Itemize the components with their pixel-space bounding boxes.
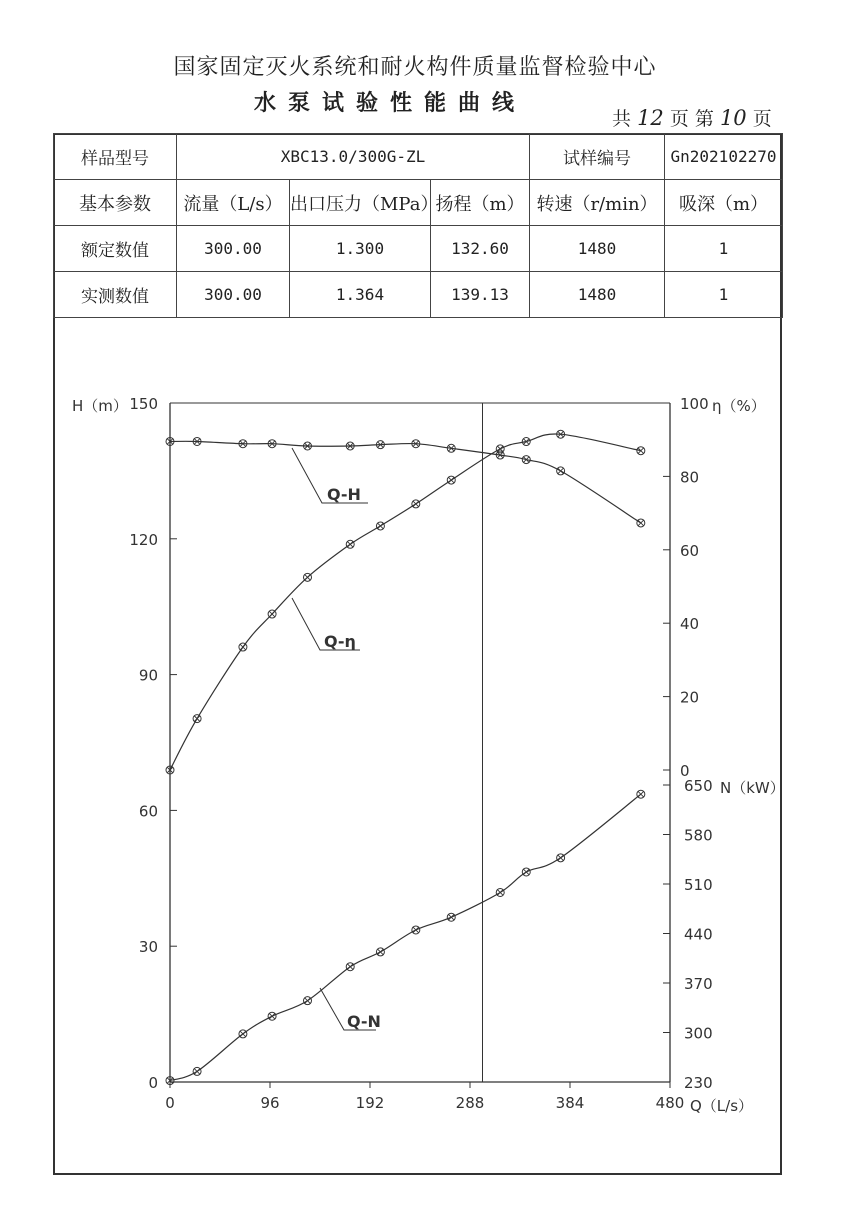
qeta-point-cross bbox=[240, 644, 246, 650]
h-tick-label: 30 bbox=[138, 938, 158, 957]
qeta-point-cross bbox=[269, 611, 275, 617]
table-cell: 1480 bbox=[530, 226, 665, 272]
n-tick-label: 370 bbox=[684, 975, 713, 993]
x-tick-label: 0 bbox=[165, 1094, 175, 1112]
table-cell: 1.300 bbox=[290, 226, 431, 272]
h-tick-label: 0 bbox=[148, 1074, 158, 1092]
qeta-point-cross bbox=[194, 716, 200, 722]
qn-point-cross bbox=[347, 964, 353, 970]
page-current: 10 bbox=[719, 106, 747, 130]
document-title: 水泵试验性能曲线 bbox=[253, 90, 526, 116]
model-value: XBC13.0/300G-ZL bbox=[177, 134, 530, 180]
qeta-label: Q-η bbox=[324, 632, 356, 651]
sample-no-label: 试样编号 bbox=[530, 134, 665, 180]
table-cell: 1 bbox=[665, 226, 783, 272]
h-tick-label: 150 bbox=[129, 395, 158, 413]
page-suffix: 页 bbox=[752, 108, 772, 130]
column-header: 扬程（m） bbox=[431, 180, 530, 226]
qeta-point-cross bbox=[448, 477, 454, 483]
qn-point-cross bbox=[558, 855, 564, 861]
table-cell: 300.00 bbox=[177, 272, 290, 318]
sample-no-value: Gn202102270 bbox=[665, 134, 783, 180]
h-axis-label: H（m） bbox=[72, 397, 128, 415]
qn-point-cross bbox=[523, 869, 529, 875]
x-axis-label: Q（L/s） bbox=[690, 1097, 754, 1115]
n-tick-label: 440 bbox=[684, 925, 713, 944]
qeta-point-cross bbox=[305, 574, 311, 580]
qn-label: Q-N bbox=[347, 1012, 381, 1031]
eta-tick-label: 80 bbox=[680, 468, 700, 487]
eta-tick-label: 0 bbox=[680, 762, 690, 780]
column-header: 转速（r/min） bbox=[530, 180, 665, 226]
n-tick-label: 230 bbox=[684, 1074, 713, 1092]
qn-point-cross bbox=[638, 791, 644, 797]
qn-point-cross bbox=[497, 889, 503, 895]
qeta-curve bbox=[170, 434, 641, 770]
page-prefix: 共 bbox=[612, 108, 632, 130]
h-tick-label: 120 bbox=[129, 530, 158, 549]
row-label: 实测数值 bbox=[54, 272, 177, 318]
eta-tick-label: 20 bbox=[680, 688, 700, 707]
qh-point-cross bbox=[558, 468, 564, 474]
eta-tick-label: 100 bbox=[680, 395, 709, 413]
x-tick-label: 192 bbox=[355, 1094, 385, 1112]
column-header: 吸深（m） bbox=[665, 180, 783, 226]
x-tick-label: 288 bbox=[455, 1094, 485, 1112]
org-title: 国家固定灭火系统和耐火构件质量监督检验中心 bbox=[173, 55, 657, 80]
qeta-point-cross bbox=[377, 523, 383, 529]
table-cell: 300.00 bbox=[177, 226, 290, 272]
n-tick-label: 300 bbox=[684, 1024, 713, 1043]
qh-label: Q-H bbox=[327, 485, 361, 504]
table-cell: 132.60 bbox=[431, 226, 530, 272]
qn-point-cross bbox=[194, 1068, 200, 1074]
n-tick-label: 510 bbox=[684, 876, 713, 894]
h-tick-label: 90 bbox=[138, 666, 158, 685]
page-mid: 页 第 bbox=[669, 108, 714, 130]
eta-tick-label: 40 bbox=[680, 615, 700, 634]
qn-point-cross bbox=[240, 1031, 246, 1037]
n-tick-label: 650 bbox=[684, 777, 713, 795]
column-header: 流量（L/s） bbox=[177, 180, 290, 226]
model-label: 样品型号 bbox=[54, 134, 177, 180]
qeta-point-cross bbox=[347, 541, 353, 547]
column-header: 基本参数 bbox=[54, 180, 177, 226]
h-tick-label: 60 bbox=[138, 802, 158, 821]
x-tick-label: 480 bbox=[655, 1094, 685, 1112]
qn-point-cross bbox=[269, 1013, 275, 1019]
column-header: 出口压力（MPa） bbox=[290, 180, 431, 226]
n-tick-label: 580 bbox=[684, 826, 713, 845]
table-cell: 139.13 bbox=[431, 272, 530, 318]
table-cell: 1480 bbox=[530, 272, 665, 318]
table-cell: 1.364 bbox=[290, 272, 431, 318]
eta-axis-label: η（%） bbox=[712, 397, 766, 415]
qn-point-cross bbox=[448, 914, 454, 920]
qh-point-cross bbox=[638, 520, 644, 526]
x-tick-label: 384 bbox=[555, 1094, 585, 1112]
qn-point-cross bbox=[377, 949, 383, 955]
qn-point-cross bbox=[305, 998, 311, 1004]
x-tick-label: 96 bbox=[260, 1094, 280, 1112]
n-axis-label: N（kW） bbox=[720, 779, 785, 797]
eta-tick-label: 60 bbox=[680, 541, 700, 560]
qeta-point-cross bbox=[413, 501, 419, 507]
page-total: 12 bbox=[637, 106, 664, 130]
table-cell: 1 bbox=[665, 272, 783, 318]
qn-point-cross bbox=[413, 927, 419, 933]
row-label: 额定数值 bbox=[54, 226, 177, 272]
